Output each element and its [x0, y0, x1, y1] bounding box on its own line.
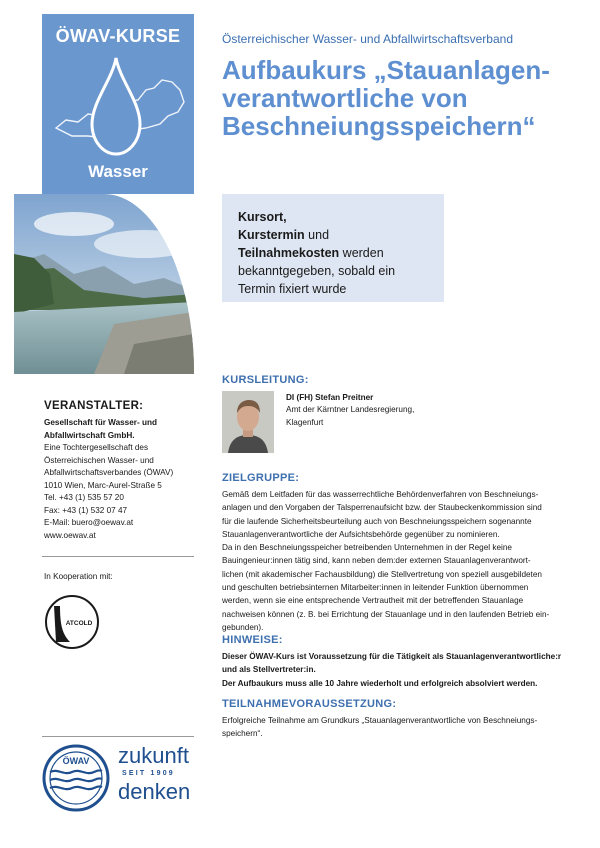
oewav-logo-text: ÖWAV	[62, 756, 90, 766]
affiliation-line: Klagenfurt	[286, 418, 324, 427]
text-line: gebunden).	[222, 622, 264, 632]
teilnahme-text	[222, 714, 562, 741]
slogan-word-1: zukunft	[118, 743, 189, 768]
title-line-2: verantwortliche von	[222, 83, 468, 113]
info-line-4: bekanntgegeben, sobald ein	[238, 264, 396, 278]
title-line-1: Aufbaukurs „Stauanlagen-	[222, 55, 550, 85]
text-line: Der Aufbaukurs muss alle 10 Jahre wiederholt und erfolgreich absolviert werden.	[222, 678, 538, 688]
veranstalter-heading: VERANSTALTER:	[44, 400, 144, 412]
cooperation-label: In Kooperation mit:	[44, 572, 113, 581]
instructor-portrait	[222, 391, 274, 453]
zielgruppe-heading: ZIELGRUPPE:	[222, 472, 300, 484]
hinweise-heading: HINWEISE:	[222, 634, 283, 646]
info-box	[222, 194, 444, 302]
text-line: Gemäß dem Leitfaden für das wasserrechtliche Behördenverfahren von Beschneiungs-	[222, 490, 539, 499]
text-line: und als Stellvertreter:in.	[222, 665, 316, 675]
atcold-logo-text: ATCOLD	[65, 620, 93, 627]
info-line-2: Kurstermin und	[238, 228, 330, 242]
divider	[42, 736, 194, 737]
slogan-word-2: denken	[118, 779, 191, 804]
text-line: für die laufende Sicherheitsbeurteilung auch von Beschneiungsspeichern sogenannte	[222, 516, 532, 526]
organization-name: Österreichischer Wasser- und Abfallwirtschaftsverband	[222, 32, 513, 46]
river-landscape-image	[14, 194, 194, 374]
zielgruppe-text	[222, 488, 558, 634]
organizer-website-link[interactable]: www.oewav.at	[44, 530, 96, 540]
organizer-line: Abfallwirtschaftsverbandes (ÖWAV)	[44, 468, 174, 477]
organizer-fax: Fax: +43 (1) 532 07 47	[44, 505, 128, 515]
instructor-affiliation	[286, 403, 414, 429]
organizer-line: Eine Tochtergesellschaft des	[44, 443, 149, 452]
instructor-name: DI (FH) Stefan Preitner	[286, 393, 374, 402]
text-line: speichern“.	[222, 729, 263, 739]
oewav-logo	[42, 744, 110, 812]
course-brand-label: ÖWAV-KURSE	[55, 26, 181, 46]
text-line: Dieser ÖWAV-Kurs ist Voraussetzung für die Tätigkeit als Stauanlagenverantwortliche:r	[222, 652, 562, 661]
info-text	[238, 208, 438, 298]
info-line-5: Termin fixiert wurde	[238, 282, 347, 296]
title-line-3: Beschneiungsspeichern“	[222, 111, 536, 141]
course-banner	[42, 14, 194, 194]
river-landscape-photo	[14, 194, 194, 374]
text-line: Da in den Beschneiungsspeicher betreibenden Unternehmen in der Regel keine	[222, 543, 512, 553]
slogan-since: SEIT 1909	[122, 770, 175, 777]
organizer-name-line: Gesellschaft für Wasser- und	[44, 418, 157, 427]
text-line: werden, wenn sie eine entsprechende Vertrautheit mit der betreffenden Stauanlage	[222, 596, 524, 606]
teilnahme-heading: TEILNAHMEVORAUSSETZUNG:	[222, 698, 397, 710]
organizer-phone: Tel. +43 (1) 535 57 20	[44, 493, 124, 502]
course-title	[222, 56, 582, 140]
organizer-line: Österreichischen Wasser- und	[44, 455, 154, 465]
divider	[42, 556, 194, 557]
text-line: Stauanlagenverantwortliche der Aufsichtsbehörde gegenüber zu nominieren.	[222, 529, 500, 539]
text-line: Erfolgreiche Teilnahme am Grundkurs „Stauanlagenverantwortliche von Beschneiungs-	[222, 716, 538, 725]
text-line: und geschulten betriebsinternen Mitarbeiter:innen in leitender Funktion übernommen	[222, 583, 529, 593]
text-line: nachweisen können (z. B. bei Errichtung der Stauanlage und in den laufenden Betrieb ein-	[222, 609, 550, 619]
info-line-1: Kursort,	[238, 210, 287, 224]
organizer-details	[44, 417, 173, 542]
instructor-avatar	[222, 391, 274, 453]
affiliation-line: Amt der Kärntner Landesregierung,	[286, 405, 415, 414]
water-drop-austria-icon	[42, 50, 194, 162]
text-line: lichen (mit akademischer Fachausbildung) die Stellvertretung von speziell ausgebildeten	[222, 569, 542, 579]
organizer-name-line: Abfallwirtschaft GmbH.	[44, 430, 135, 440]
atcold-logo	[44, 594, 100, 650]
kursleitung-heading: KURSLEITUNG:	[222, 374, 309, 386]
text-line: Bauingenieur:innen tätig sind, kann neben dem:der externen Stauanlagenverantwort-	[222, 556, 531, 566]
hinweise-text	[222, 650, 562, 690]
topic-label: Wasser	[88, 162, 148, 181]
organizer-email-link[interactable]: E-Mail: buero@oewav.at	[44, 518, 134, 527]
info-line-3: Teilnahmekosten werden	[238, 246, 384, 260]
organizer-address: 1010 Wien, Marc-Aurel-Straße 5	[44, 480, 162, 490]
text-line: anlagen und den Vorgaben der Talsperrenaufsicht bzw. der Staubeckenkommission sind	[222, 503, 542, 513]
